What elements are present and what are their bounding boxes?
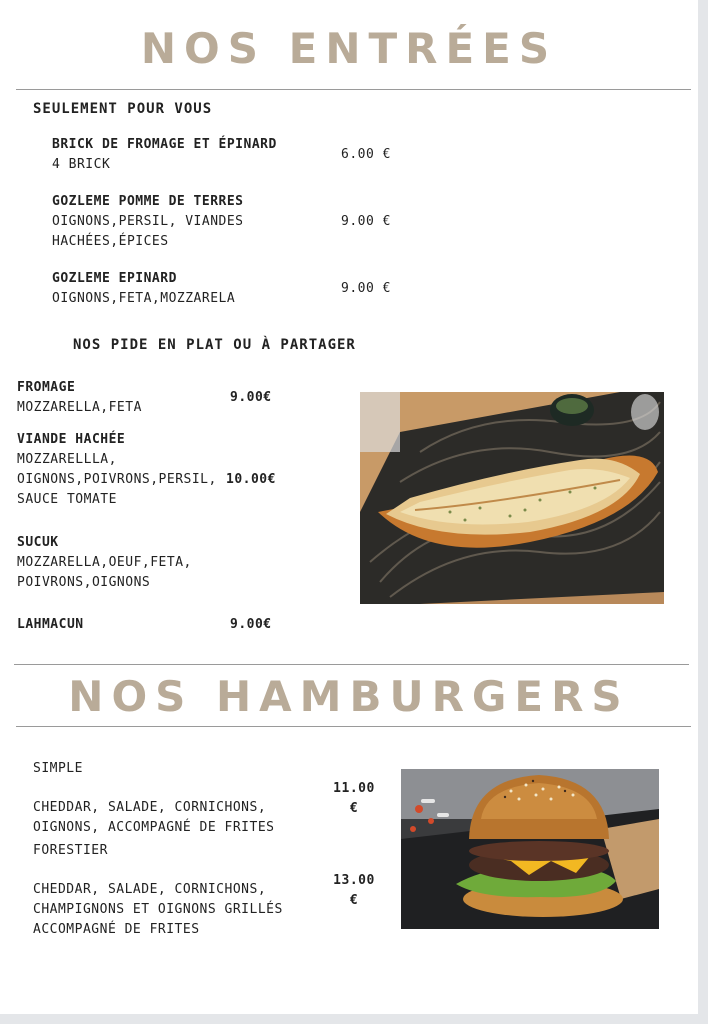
divider [16,89,691,90]
pide-photo [360,392,664,604]
burger-desc: OIGNONS, ACCOMPAGNÉ DE FRITES [33,820,275,835]
pide-desc: SAUCE TOMATE [17,492,117,507]
entrees-title: NOS ENTRÉES [140,24,558,73]
pide-name: SUCUK [17,535,59,550]
burger-price-currency: € [349,801,359,816]
entree-desc: OIGNONS,FETA,MOZZARELA [52,291,236,306]
pide-desc: MOZZARELLA,FETA [17,400,142,415]
divider [16,726,691,727]
divider [14,664,689,665]
entree-desc: 4 BRICK [52,157,111,172]
pide-subtitle: NOS PIDE EN PLAT OU À PARTAGER [73,337,356,353]
pide-desc: POIVRONS,OIGNONS [17,575,151,590]
entree-desc: HACHÉES,ÉPICES [52,234,169,249]
burger-price-currency: € [349,893,359,908]
pide-name: LAHMACUN [17,617,84,632]
entree-name: BRICK DE FROMAGE ET ÉPINARD [52,137,277,152]
burger-desc: ACCOMPAGNÉ DE FRITES [33,922,200,937]
burger-name: FORESTIER [33,843,108,858]
burger-desc: CHAMPIGNONS ET OIGNONS GRILLÉS [33,902,283,917]
pide-name: FROMAGE [17,380,76,395]
entree-desc: OIGNONS,PERSIL, VIANDES [52,214,244,229]
entree-name: GOZLEME POMME DE TERRES [52,194,244,209]
burger-name: SIMPLE [33,761,83,776]
entree-price: 9.00 € [341,214,391,229]
burger-desc: CHEDDAR, SALADE, CORNICHONS, [33,882,267,897]
entree-price: 9.00 € [341,281,391,296]
pide-name: VIANDE HACHÉE [17,432,126,447]
pide-price: 10.00€ [226,472,276,487]
burger-photo [401,769,659,929]
pide-desc: OIGNONS,POIVRONS,PERSIL, [17,472,217,487]
pide-price: 9.00€ [230,617,272,632]
entree-price: 6.00 € [341,147,391,162]
hamburgers-title: NOS HAMBURGERS [68,672,630,721]
pide-price: 9.00€ [230,390,272,405]
pide-desc: MOZZARELLLA, [17,452,117,467]
entrees-subtitle: SEULEMENT POUR VOUS [33,101,213,117]
pide-desc: MOZZARELLA,OEUF,FETA, [17,555,192,570]
burger-price: 13.00 [333,873,375,888]
burger-price: 11.00 [333,781,375,796]
entree-name: GOZLEME EPINARD [52,271,177,286]
burger-desc: CHEDDAR, SALADE, CORNICHONS, [33,800,267,815]
